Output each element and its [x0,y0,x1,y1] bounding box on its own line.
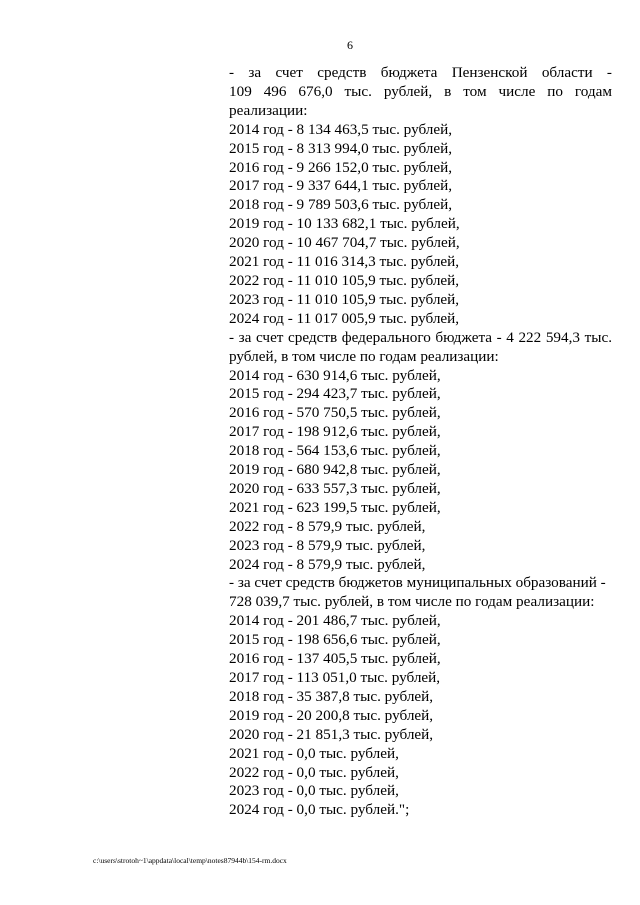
year-amount-line: 2014 год - 630 914,6 тыс. рублей, [229,366,441,384]
year-amount-line: 2018 год - 564 153,6 тыс. рублей, [229,442,441,460]
document-body [229,64,612,820]
year-amount-line: 2015 год - 198 656,6 тыс. рублей, [229,631,441,649]
year-amount-line: 2016 год - 137 405,5 тыс. рублей, [229,650,441,668]
page-number: 6 [347,38,353,52]
year-amount-line: 2024 год - 11 017 005,9 тыс. рублей, [229,309,460,327]
regional-budget-intro-line: - за счет средств бюджета Пензенской области - [229,64,612,81]
year-amount-line: 2024 год - 0,0 тыс. рублей."; [229,801,410,819]
municipal-budget-intro-line: - за счет средств бюджетов муниципальных образований - [229,574,606,592]
municipal-budget-intro-line: 728 039,7 тыс. рублей, в том числе по годам реализации: [229,593,595,611]
year-amount-line: 2022 год - 0,0 тыс. рублей, [229,763,399,781]
federal-budget-section [229,329,612,575]
regional-budget-intro-line: 109 496 676,0 тыс. рублей, в том числе по годам [229,82,612,100]
year-amount-line: 2020 год - 21 851,3 тыс. рублей, [229,725,434,743]
year-amount-line: 2015 год - 8 313 994,0 тыс. рублей, [229,139,453,157]
year-amount-line: 2024 год - 8 579,9 тыс. рублей, [229,555,426,573]
municipal-budget-section [229,574,612,820]
year-amount-line: 2017 год - 113 051,0 тыс. рублей, [229,669,441,686]
year-amount-line: 2018 год - 9 789 503,6 тыс. рублей, [229,196,453,214]
year-amount-line: 2021 год - 11 016 314,3 тыс. рублей, [229,253,460,271]
year-amount-line: 2017 год - 198 912,6 тыс. рублей, [229,423,441,441]
year-amount-line: 2021 год - 623 199,5 тыс. рублей, [229,498,441,516]
year-amount-line: 2023 год - 11 010 105,9 тыс. рублей, [229,290,460,308]
year-amount-line: 2016 год - 570 750,5 тыс. рублей, [229,404,441,422]
regional-budget-intro-line: реализации: [229,101,308,119]
year-amount-line: 2019 год - 680 942,8 тыс. рублей, [229,461,441,479]
year-amount-line: 2019 год - 10 133 682,1 тыс. рублей, [229,215,460,233]
year-amount-line: 2014 год - 201 486,7 тыс. рублей, [229,612,441,630]
year-amount-line: 2022 год - 11 010 105,9 тыс. рублей, [229,271,460,289]
year-amount-line: 2017 год - 9 337 644,1 тыс. рублей, [229,177,453,195]
federal-budget-intro-line: - за счет средств федерального бюджета - 4 222 594,3 тыс. [229,328,612,346]
regional-budget-section [229,64,612,329]
year-amount-line: 2018 год - 35 387,8 тыс. рублей, [229,687,434,705]
year-amount-line: 2016 год - 9 266 152,0 тыс. рублей, [229,158,453,176]
year-amount-line: 2014 год - 8 134 463,5 тыс. рублей, [229,120,453,138]
year-amount-line: 2023 год - 0,0 тыс. рублей, [229,782,399,800]
year-amount-line: 2023 год - 8 579,9 тыс. рублей, [229,536,426,554]
year-amount-line: 2020 год - 10 467 704,7 тыс. рублей, [229,234,460,252]
federal-budget-intro-line: рублей, в том числе по годам реализации: [229,347,499,365]
file-path-footer: c:\users\strotoh~1\appdata\local\temp\notes87944b\154-rm.docx [93,856,287,865]
year-amount-line: 2019 год - 20 200,8 тыс. рублей, [229,706,434,724]
year-amount-line: 2021 год - 0,0 тыс. рублей, [229,744,399,762]
year-amount-line: 2020 год - 633 557,3 тыс. рублей, [229,479,441,497]
year-amount-line: 2022 год - 8 579,9 тыс. рублей, [229,517,426,535]
year-amount-line: 2015 год - 294 423,7 тыс. рублей, [229,385,441,403]
